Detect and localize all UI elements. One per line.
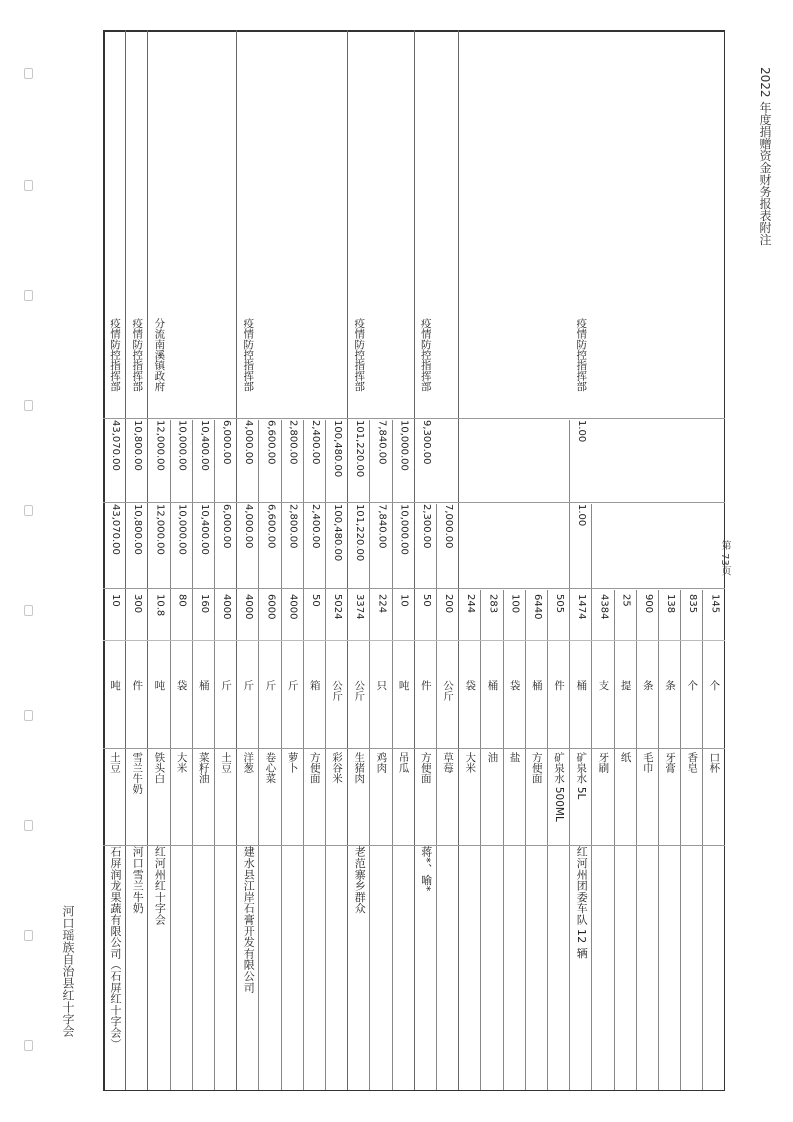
table-border [103,30,105,1090]
item-cell: 牙刷 [597,752,610,773]
item-cell: 矿泉水 5L [575,752,588,800]
item-cell: 菜籽油 [197,752,210,784]
unit-cell: 支 [597,680,610,691]
punch-hole [24,505,33,516]
punch-hole [24,180,33,191]
row-divider [170,590,171,1090]
unit-cell: 公斤 [442,680,454,701]
row-divider [369,590,370,1090]
donor-cell: 建水县江岸石膏开发有限公司 [242,846,256,993]
row-divider [480,590,481,1090]
row-divider [436,504,437,590]
column-divider [103,845,725,846]
row-divider [125,30,126,1090]
quantity-cell: 100 [509,594,521,614]
value-cell: 12,000.00 [154,420,166,471]
item-cell: 方便面 [419,752,432,784]
amount-cell: 2,800.00 [287,504,299,549]
row-divider [436,590,437,1090]
quantity-cell: 10.8 [154,594,166,617]
column-divider [103,418,725,419]
quantity-cell: 50 [309,594,321,607]
unit-cell: 斤 [264,680,277,691]
quantity-cell: 10 [398,594,410,607]
unit-cell: 桶 [575,680,588,691]
value-cell: 10,000.00 [176,420,188,471]
amount-cell: 6,000.00 [221,504,232,549]
item-cell: 毛巾 [641,752,654,773]
row-divider [458,30,459,1090]
row-divider [680,590,681,1090]
amount-cell: 6,600.00 [265,504,277,549]
quantity-cell: 224 [376,594,388,614]
item-cell: 大米 [464,752,477,773]
unit-cell: 个 [686,680,699,691]
punch-hole [24,68,33,79]
quantity-cell: 25 [620,594,632,607]
value-cell: 10,400.00 [198,420,210,471]
quantity-cell: 244 [465,594,477,614]
row-divider [258,590,259,1090]
document-title: 2022 年度捐赠资金财务报表附注 [758,67,772,246]
unit-cell: 条 [641,680,654,691]
value-cell: 6,000.00 [221,420,232,465]
unit-cell: 条 [664,680,676,691]
row-divider [236,30,237,1090]
value-cell: 7,840.00 [376,420,388,465]
item-cell: 土豆 [220,752,232,773]
recipient-cell: 分流南溪镇政府 [153,318,166,392]
unit-cell: 袋 [175,680,188,691]
row-divider [525,590,526,1090]
quantity-cell: 145 [709,594,721,614]
organization-name: 河口瑶族自治县红十字会 [61,905,75,1037]
item-cell: 雪兰牛奶 [131,752,144,794]
amount-cell: 2,400.00 [309,504,321,549]
punch-hole [24,710,33,721]
table-border [103,1090,725,1091]
row-divider [658,590,659,1090]
amount-cell: 10,800.00 [132,504,144,555]
amount-cell: 12,000.00 [154,504,166,555]
unit-cell: 吨 [153,680,166,691]
quantity-cell: 138 [665,594,676,614]
value-cell: 4,000.00 [243,420,255,465]
row-divider [303,590,304,1090]
unit-cell: 提 [619,680,632,691]
donor-cell: 红河州红十字会 [153,846,167,926]
quantity-cell: 50 [420,594,432,607]
unit-cell: 袋 [464,680,477,691]
row-divider [392,590,393,1090]
row-divider [369,420,370,590]
row-divider [591,590,592,1090]
row-divider [392,420,393,590]
item-cell: 盐 [508,752,521,763]
row-divider [170,420,171,590]
row-divider [192,590,193,1090]
unit-cell: 斤 [242,680,255,691]
quantity-cell: 6000 [265,594,277,620]
row-divider [147,30,148,1090]
donor-cell: 老范寨乡群众 [353,846,367,914]
quantity-cell: 200 [443,594,454,614]
value-cell: 43,070.00 [110,420,121,471]
row-divider [569,420,570,590]
row-divider [281,590,282,1090]
row-divider [281,420,282,590]
value-cell: 10,000.00 [398,420,410,471]
amount-cell: 10,000.00 [398,504,410,555]
quantity-cell: 283 [487,594,499,614]
column-divider [103,502,725,503]
punch-hole [24,400,33,411]
row-divider [258,420,259,590]
unit-cell: 件 [419,680,432,691]
unit-cell: 件 [131,680,144,691]
value-cell: 100,480.00 [332,420,343,478]
quantity-cell: 505 [554,594,565,614]
item-cell: 口杯 [708,752,721,773]
unit-cell: 桶 [486,680,499,691]
row-divider [414,30,415,1090]
value-cell: 101,220.00 [354,420,366,478]
quantity-cell: 900 [642,594,654,614]
value-cell: 2,800.00 [287,420,299,465]
recipient-cell: 疫情防控指挥部 [242,318,255,392]
column-divider [103,748,725,749]
quantity-cell: 300 [132,594,144,614]
value-cell: 6,600.00 [265,420,277,465]
value-cell: 2,400.00 [309,420,321,465]
item-cell: 香皂 [686,752,699,773]
item-cell: 洋葱 [242,752,255,773]
unit-cell: 斤 [220,680,232,691]
row-divider [325,420,326,590]
unit-cell: 吨 [397,680,410,691]
donor-cell: 石屏润龙果蔬有限公司（石屏红十字会） [109,846,122,1050]
quantity-cell: 835 [687,594,699,614]
quantity-cell: 80 [176,594,188,607]
row-divider [547,590,548,1090]
row-divider [347,30,348,1090]
unit-cell: 公斤 [331,680,343,701]
quantity-cell: 4000 [243,594,255,620]
recipient-cell: 疫情防控指挥部 [353,318,366,392]
item-cell: 草莓 [442,752,454,773]
amount-cell: 1.00 [576,504,588,527]
row-divider [503,590,504,1090]
row-divider [325,590,326,1090]
unit-cell: 箱 [308,680,321,691]
item-cell: 铁头白 [153,752,166,784]
unit-cell: 桶 [530,680,543,691]
item-cell: 方便面 [308,752,321,784]
item-cell: 土豆 [109,752,121,773]
unit-cell: 桶 [197,680,210,691]
item-cell: 萝卜 [286,752,299,773]
unit-cell: 吨 [109,680,121,691]
amount-cell: 10,400.00 [198,504,210,555]
unit-cell: 个 [708,680,721,691]
item-cell: 吊瓜 [397,752,410,773]
quantity-cell: 5024 [332,594,343,620]
quantity-cell: 6440 [531,594,543,620]
item-cell: 卷心菜 [264,752,277,784]
row-divider [303,420,304,590]
row-divider [192,420,193,590]
item-cell: 彩谷米 [331,752,343,784]
donor-cell: 红河州团委车队 12 辆 [575,846,589,959]
amount-cell: 2,300.00 [420,504,432,549]
unit-cell: 件 [553,680,565,691]
column-divider [103,588,725,589]
item-cell: 大米 [175,752,188,773]
recipient-cell: 疫情防控指挥部 [575,318,588,392]
item-cell: 牙膏 [664,752,676,773]
row-divider [702,590,703,1090]
item-cell: 生猪肉 [353,752,366,784]
punch-hole [24,820,33,831]
quantity-cell: 4000 [287,594,299,620]
donor-cell: 蒋*、喻* [419,846,433,892]
quantity-cell: 1474 [576,594,588,620]
value-cell: 1.00 [576,420,588,443]
amount-cell: 10,000.00 [176,504,188,555]
quantity-cell: 4000 [221,594,232,620]
amount-cell: 7,000.00 [443,504,454,549]
amount-cell: 101,220.00 [354,504,366,562]
recipient-cell: 疫情防控指挥部 [131,318,144,392]
unit-cell: 斤 [286,680,299,691]
recipient-cell: 疫情防控指挥部 [109,318,121,392]
quantity-cell: 10 [110,594,121,607]
item-cell: 纸 [619,752,632,763]
column-divider [103,640,725,641]
item-cell: 鸡肉 [375,752,388,773]
item-cell: 方便面 [530,752,543,784]
value-cell: 10,800.00 [132,420,144,471]
row-divider [214,420,215,590]
quantity-cell: 4384 [598,594,610,620]
row-divider [591,504,592,590]
donor-cell: 河口雪兰牛奶 [131,846,145,914]
amount-cell: 43,070.00 [110,504,121,555]
punch-hole [24,290,33,301]
row-divider [636,590,637,1090]
table-border [724,30,726,1090]
punch-hole [24,605,33,616]
item-cell: 油 [486,752,499,763]
unit-cell: 公斤 [353,680,366,701]
row-divider [614,590,615,1090]
row-divider [214,590,215,1090]
quantity-cell: 3374 [354,594,366,620]
punch-hole [24,1040,33,1051]
amount-cell: 4,000.00 [243,504,255,549]
value-cell: 9,300.00 [420,420,432,465]
row-divider [569,590,570,1090]
item-cell: 矿泉水 500ML [553,752,565,822]
amount-cell: 7,840.00 [376,504,388,549]
recipient-cell: 疫情防控指挥部 [419,318,432,392]
unit-cell: 只 [375,680,388,691]
punch-hole [24,930,33,941]
unit-cell: 袋 [508,680,521,691]
quantity-cell: 160 [198,594,210,614]
amount-cell: 100,480.00 [332,504,343,562]
